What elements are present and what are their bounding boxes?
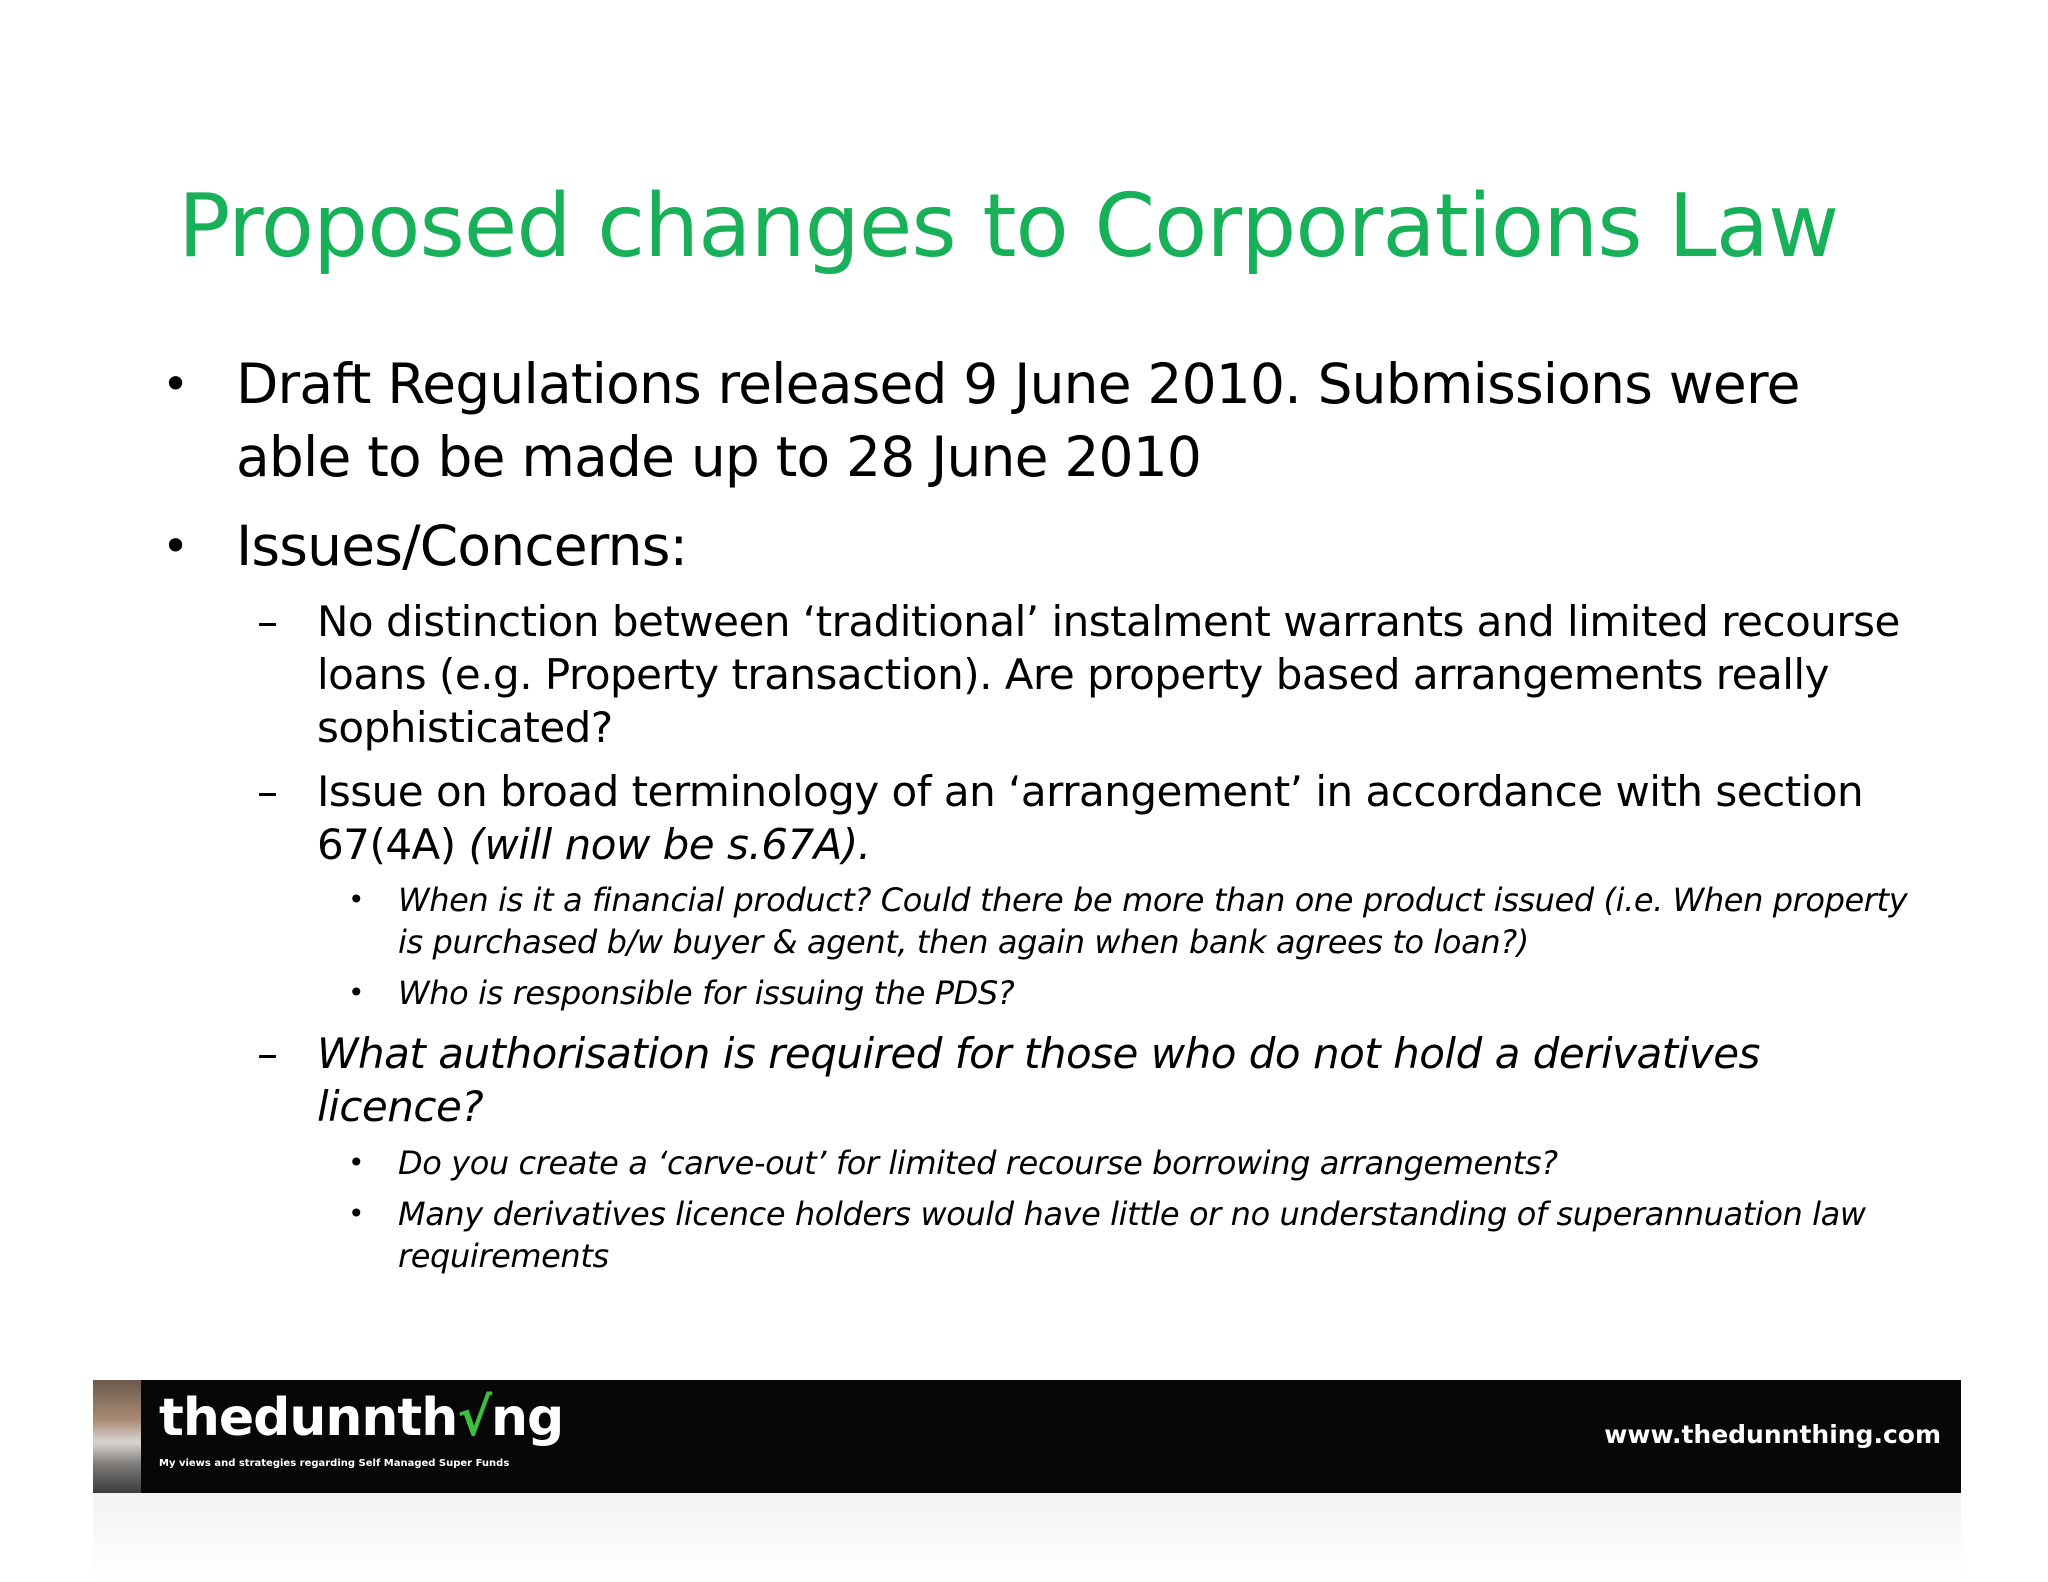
sub-sub-item-pds (348, 972, 1918, 1014)
sub-item-no-distinction (257, 595, 1917, 754)
sub-sub-item-text: Do you create a ‘carve-out’ for limited recourse borrowing arrangements? (398, 1144, 1558, 1182)
list-item-text: Draft Regulations released 9 June 2010. Submissions were able to be made up to 28 June 2010 (236, 352, 1800, 489)
sub-sub-item-licence-holders (348, 1193, 1918, 1277)
author-photo (93, 1380, 141, 1493)
list-item-issues-concerns (162, 510, 1886, 583)
footer-banner (93, 1380, 1961, 1493)
dash-marker: – (257, 767, 278, 816)
sub-sub-item-financial-product (348, 879, 1918, 963)
sub-item-arrangement-terminology (257, 765, 1917, 871)
sub-item-text: No distinction between ‘traditional’ instalment warrants and limited recourse loans (e.g. Property transaction). Are property based arrangements really sophisticated? (317, 597, 1900, 752)
brand-text-part1: thedunnth (159, 1388, 458, 1448)
brand-tagline: My views and strategies regarding Self Managed Super Funds (159, 1458, 510, 1469)
bullet-marker: • (162, 357, 189, 411)
dash-marker: – (257, 1029, 278, 1078)
small-bullet-marker: • (348, 1197, 365, 1230)
checkmark-icon: √ (457, 1388, 491, 1448)
small-bullet-marker: • (348, 1146, 365, 1179)
sub-item-italic-note: (will now be s.67A). (468, 820, 871, 869)
brand-text-part2: ng (491, 1388, 564, 1448)
sub-sub-item-text: Many derivatives licence holders would have little or no understanding of superannuation law requirements (398, 1195, 1866, 1275)
list-item-text: Issues/Concerns: (236, 514, 688, 578)
bullet-marker: • (162, 519, 189, 573)
sub-sub-item-text: When is it a financial product? Could there be more than one product issued (i.e. When property is purchased b/w buyer & agent, then again when bank agrees to loan?) (398, 881, 1908, 961)
small-bullet-marker: • (348, 883, 365, 916)
website-url: www.thedunnthing.com (1604, 1420, 1941, 1449)
list-item-draft-regulations (162, 348, 1886, 494)
small-bullet-marker: • (348, 976, 365, 1009)
sub-item-text: What authorisation is required for those who do not hold a derivatives licence? (317, 1029, 1760, 1131)
sub-item-text: Issue on broad terminology of an ‘arrangement’ in accordance with section 67(4A) (317, 767, 1864, 869)
sub-sub-item-carve-out (348, 1142, 1918, 1184)
brand-logo (159, 1388, 563, 1448)
dash-marker: – (257, 597, 278, 646)
sub-sub-item-text: Who is responsible for issuing the PDS? (398, 974, 1015, 1012)
sub-item-authorisation (257, 1027, 1917, 1133)
footer-shadow (93, 1493, 1961, 1582)
slide-title: Proposed changes to Corporations Law (178, 175, 1839, 277)
